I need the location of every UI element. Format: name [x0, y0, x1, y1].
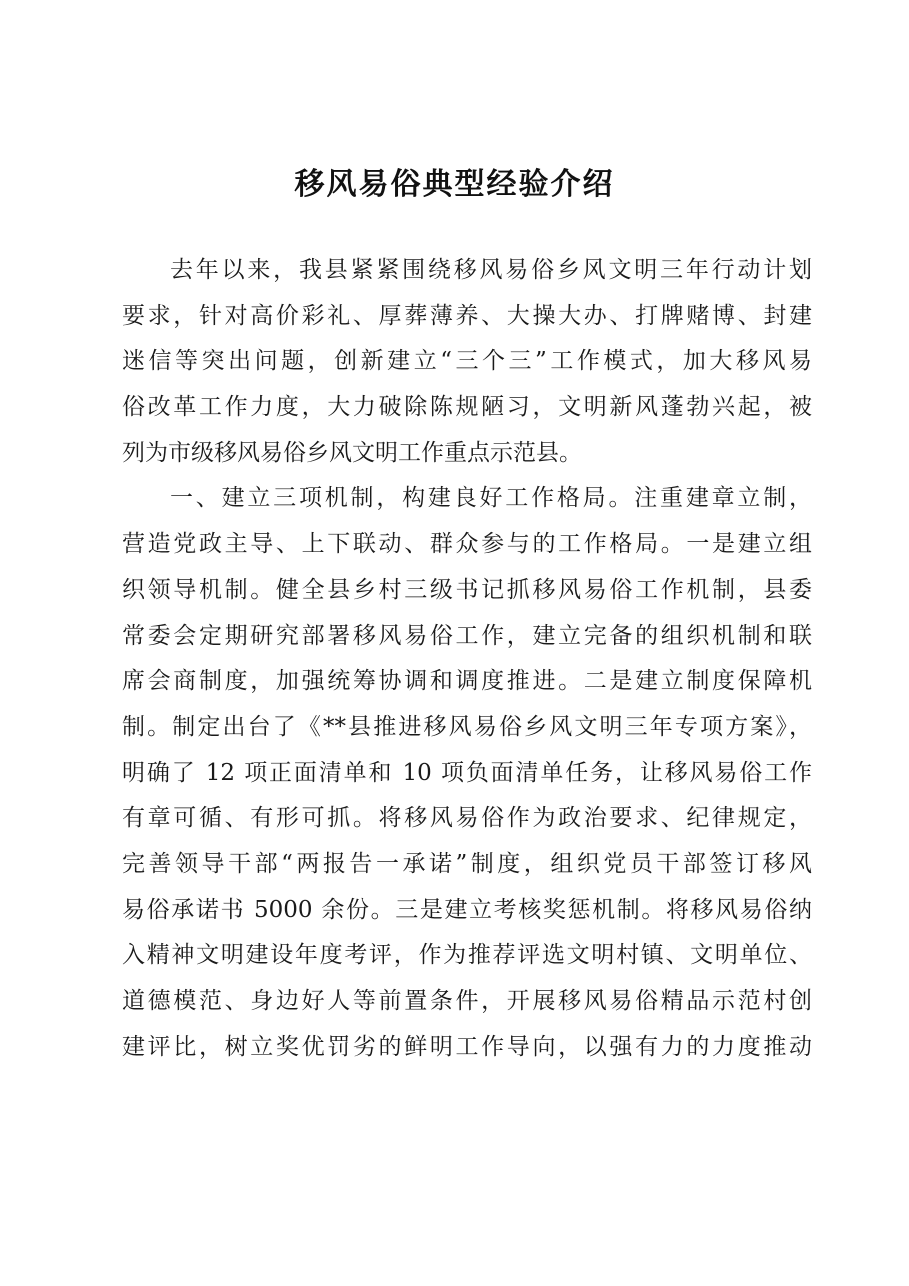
- paragraph-2-line-3: 织领导机制。健全县乡村三级书记抓移风易俗工作机制，县委: [122, 576, 812, 603]
- paragraph-2-line-10: 易俗承诺书 5000 余份。三是建立考核奖惩机制。将移风易俗纳: [122, 896, 812, 923]
- paragraph-2-line-1: 一、建立三项机制，构建良好工作格局。注重建章立制，: [170, 485, 812, 512]
- paragraph-2-line-6: 制。制定出台了《**县推进移风易俗乡风文明三年专项方案》，: [122, 713, 812, 740]
- paragraph-2-line-8: 有章可循、有形可抓。将移风易俗作为政治要求、纪律规定，: [122, 805, 812, 832]
- paragraph-1-line-4: 俗改革工作力度，大力破除陈规陋习，文明新风蓬勃兴起，被: [122, 394, 812, 421]
- paragraph-1-line-5: 列为市级移风易俗乡风文明工作重点示范县。: [122, 439, 582, 466]
- paragraph-2-line-12: 道德模范、身边好人等前置条件，开展移风易俗精品示范村创: [122, 988, 812, 1014]
- paragraph-2-line-2: 营造党政主导、上下联动、群众参与的工作格局。一是建立组: [122, 531, 812, 558]
- document-title: 移风易俗典型经验介绍: [294, 167, 615, 202]
- paragraph-2-line-9: 完善领导干部“两报告一承诺”制度，组织党员干部签订移风: [122, 850, 812, 877]
- document-body: [122, 248, 812, 1070]
- paragraph-1-line-2: 要求，针对高价彩礼、厚葬薄养、大操大办、打牌赌博、封建: [122, 302, 812, 329]
- paragraph-1-line-1: 去年以来，我县紧紧围绕移风易俗乡风文明三年行动计划: [170, 257, 812, 283]
- paragraph-2-line-13: 建评比，树立奖优罚劣的鲜明工作导向，以强有力的力度推动: [122, 1033, 812, 1060]
- paragraph-2-line-7: 明确了 12 项正面清单和 10 项负面清单任务，让移风易俗工作: [122, 759, 812, 786]
- paragraph-1-line-3: 迷信等突出问题，创新建立“三个三”工作模式，加大移风易: [122, 348, 812, 375]
- paragraph-2-line-5: 席会商制度，加强统筹协调和调度推进。二是建立制度保障机: [122, 668, 812, 695]
- paragraph-2-line-11: 入精神文明建设年度考评，作为推荐评选文明村镇、文明单位、: [122, 942, 812, 969]
- paragraph-2-line-4: 常委会定期研究部署移风易俗工作，建立完备的组织机制和联: [122, 622, 812, 649]
